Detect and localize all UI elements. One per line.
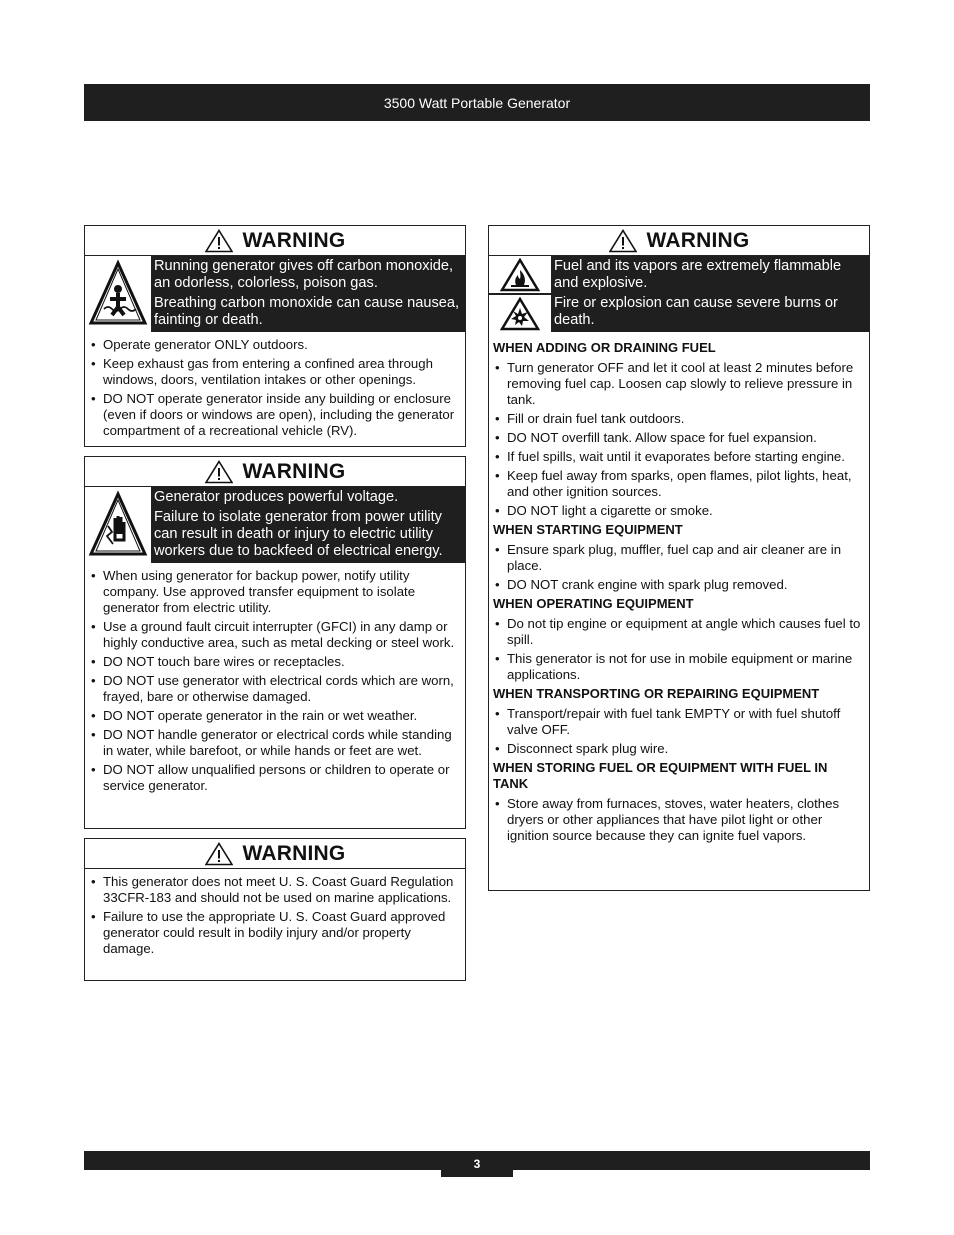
bullet-list bbox=[493, 542, 865, 593]
list-item: • Store away from furnaces, stoves, water heaters, clothes dryers or other appliances that have pilot light or other ignition source because they can ignite fuel vapors. bbox=[493, 796, 865, 844]
bullet-list bbox=[493, 616, 865, 683]
hazard-icon-panel bbox=[85, 256, 152, 332]
list-item: • DO NOT light a cigarette or smoke. bbox=[493, 503, 865, 519]
list-item: • DO NOT operate generator inside any building or enclosure (even if doors or windows are open), including the generator compartment of a recreational vehicle (RV). bbox=[89, 391, 461, 439]
list-item: • DO NOT touch bare wires or receptacles. bbox=[89, 654, 461, 670]
list-item: • Do not tip engine or equipment at angle which causes fuel to spill. bbox=[493, 616, 865, 648]
section-heading: WHEN STORING FUEL OR EQUIPMENT WITH FUEL IN TANK bbox=[493, 760, 828, 791]
warning-title: WARNING bbox=[646, 228, 750, 252]
list-item: • Fill or drain fuel tank outdoors. bbox=[493, 411, 865, 427]
list-item: • Turn generator OFF and let it cool at least 2 minutes before removing fuel cap. Loosen cap slowly to relieve pressure in tank. bbox=[493, 360, 865, 408]
warning-triangle-icon bbox=[205, 229, 233, 253]
warning-header bbox=[85, 839, 465, 869]
danger-panel bbox=[489, 256, 869, 332]
warning-body bbox=[85, 869, 465, 965]
fuel-warning-box bbox=[488, 225, 870, 891]
list-item: • This generator is not for use in mobile equipment or marine applications. bbox=[493, 651, 865, 683]
page-number-tab bbox=[441, 1151, 513, 1177]
list-item: • DO NOT operate generator in the rain or wet weather. bbox=[89, 708, 461, 724]
section-heading: WHEN OPERATING EQUIPMENT bbox=[493, 596, 694, 611]
carbon-monoxide-warning-box bbox=[84, 225, 466, 447]
warning-title: WARNING bbox=[242, 841, 346, 865]
list-item: • DO NOT use generator with electrical cords which are worn, frayed, bare or otherwise damaged. bbox=[89, 673, 461, 705]
hazard-icon-panel bbox=[489, 256, 552, 332]
section-heading: WHEN STARTING EQUIPMENT bbox=[493, 522, 683, 537]
danger-statement: Fire or explosion can cause severe burns or death. bbox=[554, 295, 838, 328]
list-item: • Operate generator ONLY outdoors. bbox=[89, 337, 461, 353]
bullet-list bbox=[493, 706, 865, 757]
section-heading: WHEN TRANSPORTING OR REPAIRING EQUIPMENT bbox=[493, 686, 820, 701]
bullet-list bbox=[493, 796, 865, 844]
exhaust-fumes-icon bbox=[85, 256, 151, 332]
warning-triangle-icon bbox=[609, 229, 637, 253]
warning-title: WARNING bbox=[242, 459, 346, 483]
danger-statement: Breathing carbon monoxide can cause nausea, fainting or death. bbox=[154, 295, 460, 328]
list-item: • When using generator for backup power, notify utility company. Use approved transfer equipment to isolate generator from electric utility. bbox=[89, 568, 461, 616]
danger-text bbox=[552, 256, 869, 332]
warning-body bbox=[85, 332, 465, 447]
danger-panel bbox=[85, 256, 465, 332]
list-item: • Use a ground fault circuit interrupter (GFCI) in any damp or highly conductive area, such as metal decking or steel work. bbox=[89, 619, 461, 651]
document-header-bar bbox=[84, 84, 870, 121]
bullet-list bbox=[89, 568, 461, 794]
warning-body bbox=[85, 563, 465, 802]
electric-shock-icon bbox=[85, 487, 151, 563]
hazard-icon-panel bbox=[85, 487, 152, 563]
list-item: • DO NOT handle generator or electrical cords while standing in water, while barefoot, or while hands or feet are wet. bbox=[89, 727, 461, 759]
explosion-icon bbox=[489, 293, 551, 332]
danger-statement: Failure to isolate generator from power utility can result in death or injury to electric utility workers due to backfeed of electrical energy. bbox=[154, 509, 443, 559]
danger-statement: Generator produces powerful voltage. bbox=[154, 489, 399, 505]
danger-panel bbox=[85, 487, 465, 563]
warning-header bbox=[489, 226, 869, 256]
list-item: • Keep exhaust gas from entering a confined area through windows, doors, ventilation intakes or other openings. bbox=[89, 356, 461, 388]
document-title: 3500 Watt Portable Generator bbox=[383, 94, 571, 111]
warning-body bbox=[489, 332, 869, 852]
bullet-list bbox=[493, 360, 865, 519]
flammable-icon bbox=[489, 256, 551, 293]
warning-triangle-icon bbox=[205, 842, 233, 866]
left-column bbox=[84, 225, 466, 990]
right-column bbox=[488, 225, 870, 900]
danger-statement: Running generator gives off carbon monoxide, an odorless, colorless, poison gas. bbox=[154, 258, 454, 291]
danger-text bbox=[152, 256, 465, 332]
warning-triangle-icon bbox=[205, 460, 233, 484]
bullet-list bbox=[89, 874, 461, 957]
warning-title: WARNING bbox=[242, 228, 346, 252]
list-item: • Disconnect spark plug wire. bbox=[493, 741, 865, 757]
voltage-warning-box bbox=[84, 456, 466, 829]
list-item: • This generator does not meet U. S. Coast Guard Regulation 33CFR-183 and should not be used on marine applications. bbox=[89, 874, 461, 906]
section-heading: WHEN ADDING OR DRAINING FUEL bbox=[493, 340, 716, 355]
danger-text bbox=[152, 487, 465, 563]
warning-header bbox=[85, 457, 465, 487]
coast-guard-warning-box bbox=[84, 838, 466, 981]
list-item: • DO NOT crank engine with spark plug removed. bbox=[493, 577, 865, 593]
list-item: • If fuel spills, wait until it evaporates before starting engine. bbox=[493, 449, 865, 465]
list-item: • Keep fuel away from sparks, open flames, pilot lights, heat, and other ignition sources. bbox=[493, 468, 865, 500]
list-item: • DO NOT allow unqualified persons or children to operate or service generator. bbox=[89, 762, 461, 794]
list-item: • DO NOT overfill tank. Allow space for fuel expansion. bbox=[493, 430, 865, 446]
list-item: • Ensure spark plug, muffler, fuel cap and air cleaner are in place. bbox=[493, 542, 865, 574]
warning-header bbox=[85, 226, 465, 256]
list-item: • Transport/repair with fuel tank EMPTY or with fuel shutoff valve OFF. bbox=[493, 706, 865, 738]
list-item: • Failure to use the appropriate U. S. Coast Guard approved generator could result in bodily injury and/or property damage. bbox=[89, 909, 461, 957]
danger-statement: Fuel and its vapors are extremely flammable and explosive. bbox=[554, 258, 842, 291]
bullet-list bbox=[89, 337, 461, 439]
page-number: 3 bbox=[473, 1157, 481, 1171]
